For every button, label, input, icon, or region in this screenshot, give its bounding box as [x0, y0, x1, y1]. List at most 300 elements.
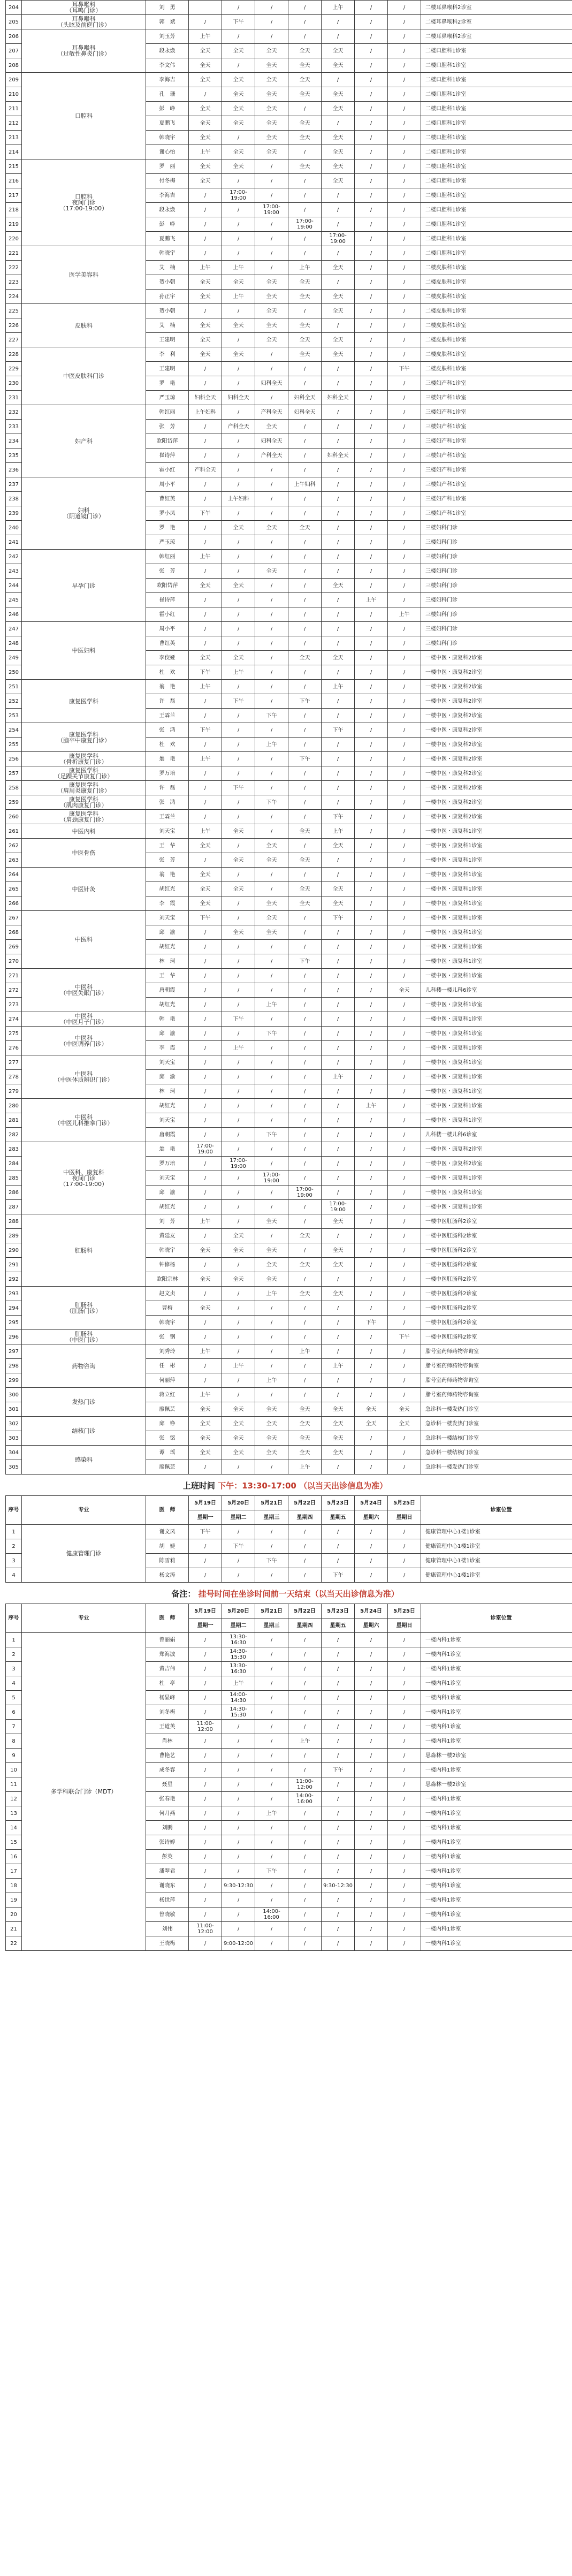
day-slot-7: /	[388, 1554, 421, 1568]
header-date-2: 5月20日	[222, 1496, 255, 1510]
day-slot-3: 下午	[255, 1027, 288, 1041]
day-slot-3: 上午	[255, 738, 288, 752]
doctor-name: 王霖兰	[146, 810, 189, 824]
day-slot-6: /	[355, 564, 388, 579]
day-slot-2: 14:30- 15:30	[222, 1647, 255, 1662]
day-slot-5: /	[322, 1908, 355, 1922]
day-slot-7: /	[388, 44, 421, 58]
day-slot-1: /	[189, 940, 222, 954]
department-cell: 耳鼻喉科 （头眩及前庭门诊）	[22, 15, 146, 29]
day-slot-5: /	[322, 1055, 355, 1070]
day-slot-7: /	[388, 506, 421, 521]
day-slot-7: /	[388, 203, 421, 217]
day-slot-4: 全天	[288, 333, 322, 347]
clinic-room: 三楼妇科门诊	[421, 636, 572, 651]
health-management-body	[6, 1496, 572, 1583]
day-slot-2: /	[222, 1749, 255, 1763]
department-cell: 肛肠科 （中医门诊）	[22, 1330, 146, 1344]
day-slot-7: /	[388, 1171, 421, 1186]
day-slot-1: 全天	[189, 579, 222, 593]
day-slot-7: /	[388, 564, 421, 579]
day-slot-4: 全天	[288, 1402, 322, 1417]
day-slot-5: 妇科全天	[322, 449, 355, 463]
day-slot-1: /	[189, 376, 222, 391]
department-cell: 结核门诊	[22, 1417, 146, 1446]
row-number: 243	[6, 564, 22, 579]
day-slot-3: /	[255, 1301, 288, 1316]
day-slot-5: 上午	[322, 824, 355, 839]
day-slot-4: /	[288, 1525, 322, 1539]
doctor-name: 罗万培	[146, 766, 189, 781]
day-slot-3: 全天	[255, 564, 288, 579]
day-slot-1: 上午	[189, 824, 222, 839]
clinic-room: 一楼内科1诊室	[421, 1705, 572, 1720]
day-slot-2: 全天	[222, 318, 255, 333]
day-slot-7: /	[388, 304, 421, 318]
department-cell: 早孕门诊	[22, 550, 146, 622]
department-cell: 中医科 （中医体质辨识门诊）	[22, 1055, 146, 1099]
day-slot-4: 全天	[288, 44, 322, 58]
day-slot-7: /	[388, 954, 421, 969]
day-slot-7: 下午	[388, 362, 421, 376]
doctor-name: 黄廷友	[146, 1229, 189, 1243]
clinic-room: 二楼皮肤科1诊室	[421, 347, 572, 362]
header-date-2: 5月20日	[222, 1604, 255, 1618]
day-slot-3: /	[255, 29, 288, 44]
day-slot-3: 全天	[255, 911, 288, 925]
day-slot-5: 全天	[322, 290, 355, 304]
row-number: 1	[6, 1525, 22, 1539]
day-slot-4: 全天	[288, 318, 322, 333]
doctor-name: 韩晓宇	[146, 131, 189, 145]
day-slot-6: /	[355, 1806, 388, 1821]
day-slot-6: /	[355, 1460, 388, 1475]
day-slot-4: /	[288, 1330, 322, 1344]
day-slot-6: /	[355, 1388, 388, 1402]
day-slot-7: /	[388, 925, 421, 940]
day-slot-6: /	[355, 1027, 388, 1041]
day-slot-7: /	[388, 1568, 421, 1583]
day-slot-6: /	[355, 752, 388, 766]
doctor-name: 刘伟	[146, 1922, 189, 1936]
day-slot-7: /	[388, 1431, 421, 1446]
doctor-name: 王晓梅	[146, 1936, 189, 1951]
day-slot-7: /	[388, 1272, 421, 1287]
day-slot-1: /	[189, 1749, 222, 1763]
day-slot-4: /	[288, 1539, 322, 1554]
doctor-name: 张春艳	[146, 1792, 189, 1806]
day-slot-3: /	[255, 1922, 288, 1936]
row-number: 295	[6, 1316, 22, 1330]
day-slot-2: /	[222, 983, 255, 998]
main-schedule-table	[5, 0, 572, 1475]
day-slot-6: /	[355, 853, 388, 868]
day-slot-2: /	[222, 1864, 255, 1879]
doctor-name: 贺小朝	[146, 304, 189, 318]
day-slot-4: /	[288, 246, 322, 261]
day-slot-5: /	[322, 1344, 355, 1359]
doctor-name: 曹艳艺	[146, 1749, 189, 1763]
row-number: 13	[6, 1806, 22, 1821]
clinic-room: 脂号室药师药物咨询室	[421, 1373, 572, 1388]
day-slot-5: 全天	[322, 159, 355, 174]
doctor-name: 周小平	[146, 622, 189, 636]
doctor-name: 霍小红	[146, 607, 189, 622]
day-slot-1: /	[189, 246, 222, 261]
doctor-name: 彭英	[146, 1850, 189, 1864]
day-slot-5: /	[322, 853, 355, 868]
clinic-room: 三楼妇产科1诊室	[421, 405, 572, 420]
day-slot-4: /	[288, 1821, 322, 1835]
day-slot-5: 全天	[322, 839, 355, 853]
day-slot-4: /	[288, 188, 322, 203]
clinic-room: 急诊科一楼发热门诊室	[421, 1417, 572, 1431]
day-slot-3: /	[255, 723, 288, 738]
day-slot-5: 全天	[322, 1258, 355, 1272]
row-number: 216	[6, 174, 22, 188]
row-number: 288	[6, 1214, 22, 1229]
day-slot-4: /	[288, 593, 322, 607]
day-slot-2: /	[222, 1287, 255, 1301]
row-number: 11	[6, 1777, 22, 1792]
row-number: 219	[6, 217, 22, 232]
day-slot-1: /	[189, 203, 222, 217]
day-slot-7: /	[388, 694, 421, 709]
day-slot-1: /	[189, 217, 222, 232]
day-slot-3: /	[255, 261, 288, 275]
day-slot-2: 全天	[222, 1243, 255, 1258]
day-slot-4: /	[288, 1070, 322, 1084]
row-number: 233	[6, 420, 22, 434]
day-slot-1: /	[189, 1777, 222, 1792]
clinic-room: 一楼中医・康复科1诊室	[421, 1012, 572, 1027]
day-slot-5: /	[322, 1777, 355, 1792]
day-slot-7: /	[388, 521, 421, 535]
department-cell: 康复医学科 （脑卒中康复门诊）	[22, 723, 146, 752]
day-slot-2: /	[222, 1388, 255, 1402]
day-slot-7: /	[388, 174, 421, 188]
clinic-room: 二楼口腔科1诊室	[421, 102, 572, 116]
schedule-row	[6, 723, 572, 738]
day-slot-3: 全天	[255, 521, 288, 535]
day-slot-7: /	[388, 781, 421, 795]
day-slot-7: /	[388, 1647, 421, 1662]
day-slot-2: /	[222, 1720, 255, 1734]
day-slot-6: /	[355, 87, 388, 102]
day-slot-5: /	[322, 607, 355, 622]
day-slot-7: /	[388, 665, 421, 680]
day-slot-7: 全天	[388, 1417, 421, 1431]
day-slot-7: /	[388, 275, 421, 290]
health-row	[6, 1525, 572, 1539]
day-slot-5: /	[322, 593, 355, 607]
day-slot-5: 全天	[322, 1287, 355, 1301]
day-slot-6: /	[355, 275, 388, 290]
department-cell: 口腔科	[22, 73, 146, 159]
day-slot-4: /	[288, 1936, 322, 1951]
doctor-name: 韩红丽	[146, 405, 189, 420]
day-slot-3: /	[255, 1720, 288, 1734]
day-slot-6: /	[355, 868, 388, 882]
day-slot-5: 全天	[322, 261, 355, 275]
day-slot-1: 上午	[189, 1388, 222, 1402]
day-slot-5: /	[322, 636, 355, 651]
day-slot-5: /	[322, 1835, 355, 1850]
clinic-room: 一楼中医・康复科1诊室	[421, 824, 572, 839]
department-cell: 健康管理门诊	[22, 1525, 146, 1583]
day-slot-5: /	[322, 420, 355, 434]
department-cell: 中医针灸	[22, 868, 146, 911]
day-slot-3: 下午	[255, 795, 288, 810]
clinic-room: 二楼皮肤科1诊室	[421, 318, 572, 333]
day-slot-3: 产科全天	[255, 405, 288, 420]
day-slot-5: /	[322, 73, 355, 87]
day-slot-2: /	[222, 1, 255, 15]
mdt-body	[6, 1604, 572, 1951]
main-schedule-body	[6, 1, 572, 1475]
day-slot-7: /	[388, 1344, 421, 1359]
day-slot-4: /	[288, 1568, 322, 1583]
row-number: 289	[6, 1229, 22, 1243]
day-slot-3: /	[255, 217, 288, 232]
day-slot-5: /	[322, 275, 355, 290]
day-slot-6: /	[355, 318, 388, 333]
day-slot-4: /	[288, 535, 322, 550]
day-slot-7: /	[388, 1316, 421, 1330]
day-slot-1: /	[189, 622, 222, 636]
day-slot-4: /	[288, 304, 322, 318]
day-slot-4: /	[288, 1099, 322, 1113]
day-slot-2: /	[222, 911, 255, 925]
clinic-room: 一楼中医肛肠科2诊室	[421, 1316, 572, 1330]
doctor-name: 段永焕	[146, 203, 189, 217]
doctor-name: 任 彬	[146, 1359, 189, 1373]
doctor-name: 罗 艳	[146, 376, 189, 391]
day-slot-1: /	[189, 1763, 222, 1777]
day-slot-3: /	[255, 651, 288, 665]
day-slot-5: /	[322, 1922, 355, 1936]
day-slot-1: /	[189, 1229, 222, 1243]
day-slot-4: /	[288, 1171, 322, 1186]
department-cell: 口腔科 夜间门诊 （17:00-19:00）	[22, 159, 146, 246]
day-slot-1: /	[189, 477, 222, 492]
row-number: 281	[6, 1113, 22, 1128]
day-slot-4: /	[288, 1633, 322, 1647]
day-slot-4: /	[288, 1647, 322, 1662]
doctor-name: 胡红光	[146, 1200, 189, 1214]
day-slot-7: /	[388, 1070, 421, 1084]
day-slot-4: /	[288, 868, 322, 882]
day-slot-5: /	[322, 665, 355, 680]
day-slot-4: /	[288, 232, 322, 246]
day-slot-2: /	[222, 506, 255, 521]
department-cell: 中医科 （中医调养门诊）	[22, 1027, 146, 1055]
day-slot-3: /	[255, 246, 288, 261]
row-number: 274	[6, 1012, 22, 1027]
doctor-name: 黄吉伟	[146, 1662, 189, 1676]
day-slot-4: 上午	[288, 1460, 322, 1475]
day-slot-7: /	[388, 738, 421, 752]
day-slot-4: /	[288, 15, 322, 29]
day-slot-2: /	[222, 434, 255, 449]
clinic-room: 一楼中医・康复科1诊室	[421, 954, 572, 969]
doctor-name: 段永焕	[146, 44, 189, 58]
day-slot-7: /	[388, 1243, 421, 1258]
schedule-row	[6, 810, 572, 824]
clinic-room: 一楼内科1诊室	[421, 1691, 572, 1705]
day-slot-1: /	[189, 1554, 222, 1568]
department-cell: 中医科	[22, 911, 146, 969]
day-slot-1: /	[189, 1055, 222, 1070]
day-slot-3: /	[255, 1777, 288, 1792]
day-slot-2: 下午	[222, 15, 255, 29]
day-slot-7: /	[388, 723, 421, 738]
clinic-room: 儿科楼一楼儿科6诊室	[421, 983, 572, 998]
day-slot-3: /	[255, 1388, 288, 1402]
day-slot-4: /	[288, 781, 322, 795]
row-number: 22	[6, 1936, 22, 1951]
day-slot-2: /	[222, 1171, 255, 1186]
schedule-row	[6, 405, 572, 420]
day-slot-2: 下午	[222, 781, 255, 795]
clinic-room: 二楼口腔科1诊室	[421, 116, 572, 131]
day-slot-7: /	[388, 998, 421, 1012]
department-cell: 康复医学科 （足踝关节康复门诊）	[22, 766, 146, 781]
day-slot-5: 下午	[322, 1763, 355, 1777]
doctor-name: 刘天宝	[146, 1171, 189, 1186]
clinic-room: 三楼妇产科1诊室	[421, 376, 572, 391]
day-slot-4: /	[288, 709, 322, 723]
clinic-room: 一楼中医・康复科2诊室	[421, 738, 572, 752]
row-number: 268	[6, 925, 22, 940]
day-slot-7: /	[388, 217, 421, 232]
day-slot-6: /	[355, 1084, 388, 1099]
day-slot-4: /	[288, 665, 322, 680]
clinic-room: 急诊科一楼结核门诊室	[421, 1446, 572, 1460]
day-slot-1: 17:00- 19:00	[189, 1142, 222, 1157]
day-slot-4: /	[288, 1864, 322, 1879]
day-slot-4: /	[288, 723, 322, 738]
day-slot-1: /	[189, 362, 222, 376]
row-number: 302	[6, 1417, 22, 1431]
row-number: 3	[6, 1662, 22, 1676]
day-slot-3: /	[255, 477, 288, 492]
clinic-room: 儿科楼一楼儿科6诊室	[421, 1128, 572, 1142]
day-slot-5: /	[322, 188, 355, 203]
day-slot-1: /	[189, 1027, 222, 1041]
day-slot-3: 全天	[255, 1431, 288, 1446]
day-slot-5: 上午	[322, 1359, 355, 1373]
header-date-6: 5月24日	[355, 1496, 388, 1510]
day-slot-1: 全天	[189, 1431, 222, 1446]
mdt-title-note: 挂号时间在坐诊时间前一天结束（以当天出诊信息为准）	[198, 1589, 399, 1599]
afternoon-section-title	[5, 1475, 565, 1495]
clinic-room: 一楼中医・康复科1诊室	[421, 1027, 572, 1041]
day-slot-3: 全天	[255, 925, 288, 940]
clinic-room: 一楼中医肛肠科2诊室	[421, 1214, 572, 1229]
row-number: 226	[6, 318, 22, 333]
doctor-name: 唐朝霞	[146, 983, 189, 998]
clinic-room: 一楼中医・康复科2诊室	[421, 766, 572, 781]
schedule-row	[6, 1330, 572, 1344]
day-slot-6: /	[355, 1142, 388, 1157]
day-slot-2: 14:00- 14:30	[222, 1691, 255, 1705]
row-number: 228	[6, 347, 22, 362]
day-slot-2: /	[222, 1258, 255, 1272]
day-slot-6: /	[355, 44, 388, 58]
day-slot-2: /	[222, 1568, 255, 1583]
day-slot-1: /	[189, 1258, 222, 1272]
day-slot-3: 下午	[255, 1864, 288, 1879]
day-slot-4: 全天	[288, 159, 322, 174]
day-slot-6: /	[355, 1893, 388, 1908]
day-slot-5: /	[322, 1157, 355, 1171]
day-slot-1: 下午	[189, 1525, 222, 1539]
day-slot-2: /	[222, 550, 255, 564]
day-slot-3: 全天	[255, 1272, 288, 1287]
department-cell: 中医内科	[22, 824, 146, 839]
day-slot-5: /	[322, 940, 355, 954]
day-slot-3: /	[255, 593, 288, 607]
day-slot-1: /	[189, 983, 222, 998]
day-slot-1: 全天	[189, 44, 222, 58]
doctor-name: 李海吉	[146, 73, 189, 87]
clinic-room: 二楼口腔科1诊室	[421, 174, 572, 188]
day-slot-3: /	[255, 535, 288, 550]
doctor-name: 王道英	[146, 1720, 189, 1734]
schedule-row	[6, 1388, 572, 1402]
day-slot-7: /	[388, 1113, 421, 1128]
clinic-room: 一楼中医・康复科2诊室	[421, 694, 572, 709]
day-slot-1: 全天	[189, 1243, 222, 1258]
day-slot-5: 下午	[322, 723, 355, 738]
day-slot-6: /	[355, 246, 388, 261]
day-slot-3: /	[255, 954, 288, 969]
day-slot-4: /	[288, 1373, 322, 1388]
department-cell: 肛肠科 （肛肠门诊）	[22, 1287, 146, 1330]
day-slot-4: /	[288, 911, 322, 925]
day-slot-3: /	[255, 781, 288, 795]
day-slot-1: /	[189, 1359, 222, 1373]
day-slot-6: /	[355, 1287, 388, 1301]
row-number: 214	[6, 145, 22, 159]
doctor-name: 曹红英	[146, 492, 189, 506]
day-slot-1: /	[189, 1084, 222, 1099]
day-slot-4: 全天	[288, 116, 322, 131]
day-slot-1: /	[189, 1373, 222, 1388]
day-slot-3: /	[255, 1734, 288, 1749]
day-slot-3: /	[255, 1330, 288, 1344]
day-slot-1: /	[189, 1893, 222, 1908]
day-slot-3: /	[255, 1662, 288, 1676]
day-slot-7: /	[388, 1012, 421, 1027]
day-slot-2: /	[222, 1792, 255, 1806]
day-slot-3: /	[255, 983, 288, 998]
day-slot-7: /	[388, 420, 421, 434]
day-slot-7: /	[388, 405, 421, 420]
clinic-room: 一楼内科1诊室	[421, 1908, 572, 1922]
doctor-name: 罗 丽	[146, 159, 189, 174]
day-slot-2: /	[222, 954, 255, 969]
day-slot-3: /	[255, 1647, 288, 1662]
day-slot-6: /	[355, 15, 388, 29]
schedule-row	[6, 1446, 572, 1460]
day-slot-7: /	[388, 87, 421, 102]
doctor-name: 夏鹏飞	[146, 116, 189, 131]
day-slot-4: /	[288, 492, 322, 506]
day-slot-6: /	[355, 376, 388, 391]
clinic-room: 二楼口腔科1诊室	[421, 188, 572, 203]
